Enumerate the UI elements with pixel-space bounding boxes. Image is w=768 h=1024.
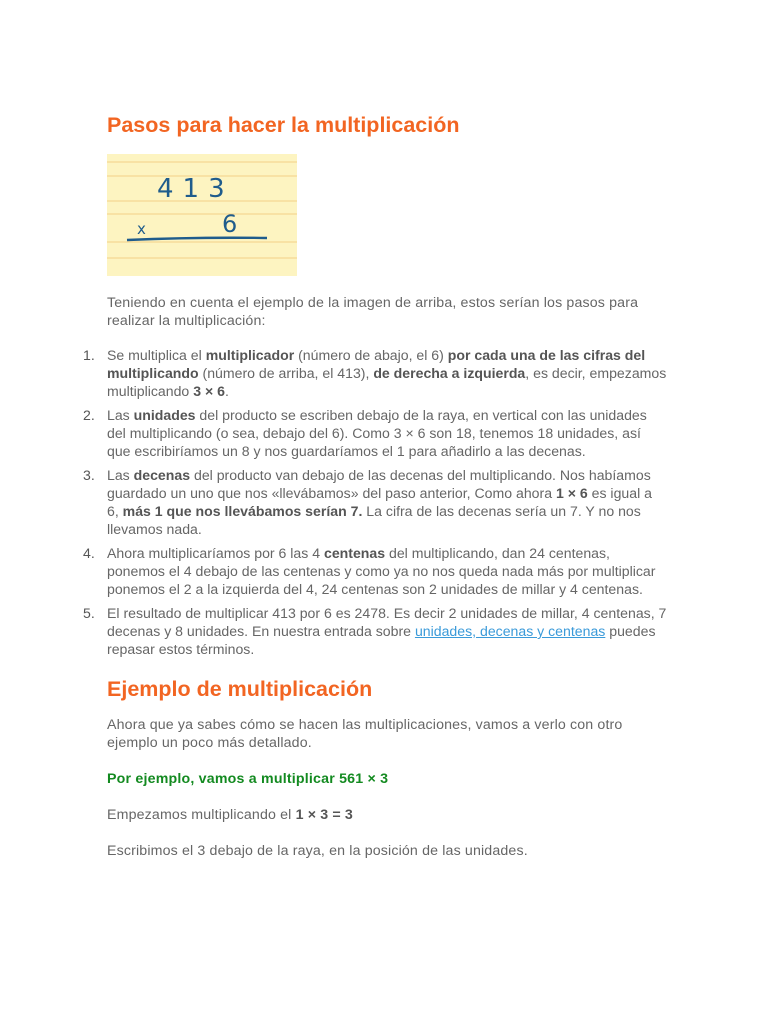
article-content xyxy=(83,110,667,860)
step-text: Ahora multiplicaríamos por 6 las 4 xyxy=(107,545,324,561)
step-text: , es decir, empezamos multiplicando xyxy=(107,365,667,399)
example-result-paragraph: Escribimos el 3 debajo de la raya, en la posición de las unidades. xyxy=(107,843,528,859)
example-highlight: Por ejemplo, vamos a multiplicar 561 × 3 xyxy=(107,771,389,787)
step-text: es igual a 6, xyxy=(107,485,652,519)
step-text: La cifra de las decenas sería un 7. Y no nos llevamos nada. xyxy=(107,503,641,537)
step-text: Se multiplica el xyxy=(107,347,206,363)
step-item xyxy=(83,346,667,400)
step-item xyxy=(83,604,667,658)
step-number: 4. xyxy=(83,545,95,561)
step-text: puedes repasar estos términos. xyxy=(107,623,656,657)
operator-text: x xyxy=(137,220,146,238)
step-item xyxy=(83,406,667,460)
step-bold-text: 1 × 6 xyxy=(555,485,588,501)
section-title-ejemplo: Ejemplo de multiplicación xyxy=(107,677,373,701)
step-bold-text: de derecha a izquierda xyxy=(373,365,526,381)
step-item xyxy=(83,466,667,538)
multiplier-text: 6 xyxy=(222,210,238,238)
example-step-paragraph xyxy=(107,806,667,824)
step-text: del producto se escriben debajo de la raya, en vertical con las unidades del multiplicando (o sea, debajo del 6). Como 3 × 6 son 18, tenemos 18 unidades, así que escribiríamos un 8 y nos guardaríamos el 1 para añadirlo a las decenas. xyxy=(107,407,647,459)
multiplicand-text: 413 xyxy=(157,174,234,204)
step-bold-text: por cada una de las cifras del multiplicando xyxy=(107,347,646,381)
example-intro-paragraph: Ahora que ya sabes cómo se hacen las multiplicaciones, vamos a verlo con otro ejemplo un poco más detallado. xyxy=(107,717,623,751)
step-text: Las xyxy=(107,407,134,423)
multiplication-image xyxy=(107,154,297,276)
step-bold-text: unidades xyxy=(133,407,196,423)
step-bold-text: multiplicador xyxy=(205,347,295,363)
step-text: El resultado de multiplicar 413 por 6 es 2478. Es decir 2 unidades de millar, 4 centenas, 7 decenas y 8 unidades. En nuestra entrada sobre xyxy=(107,605,667,639)
step-number: 3. xyxy=(83,467,95,483)
step-text: (número de abajo, el 6) xyxy=(294,347,448,363)
step-item xyxy=(83,544,667,598)
step-text: (número de arriba, el 413), xyxy=(198,365,374,381)
example-step-text: Empezamos multiplicando el xyxy=(107,807,296,823)
step-text: del multiplicando, dan 24 centenas, ponemos el 4 debajo de las centenas y como ya no nos queda nada más por multiplicar ponemos el 2 a la izquierda del 4, 24 centenas son 2 unidades de millar y 4 centenas. xyxy=(107,545,656,597)
step-bold-text: 3 × 6 xyxy=(193,383,225,399)
step-number: 1. xyxy=(83,347,95,363)
section-title-pasos: Pasos para hacer la multiplicación xyxy=(107,113,460,137)
unidades-decenas-centenas-link[interactable]: unidades, decenas y centenas xyxy=(414,623,606,639)
step-number: 5. xyxy=(83,605,95,621)
step-number: 2. xyxy=(83,407,95,423)
step-bold-text: decenas xyxy=(133,467,191,483)
steps-list xyxy=(83,346,667,658)
intro-paragraph: Teniendo en cuenta el ejemplo de la imagen de arriba, estos serían los pasos para realizar la multiplicación: xyxy=(107,295,639,329)
step-text: . xyxy=(224,383,229,399)
step-text: Las xyxy=(107,467,134,483)
step-bold-text: más 1 que nos llevábamos serían 7. xyxy=(122,503,363,519)
example-step-bold: 1 × 3 = 3 xyxy=(295,807,353,823)
step-text: del producto van debajo de las decenas del multiplicando. Nos habíamos guardado un uno que nos «llevábamos» del paso anterior, Como ahora xyxy=(107,467,651,501)
step-bold-text: centenas xyxy=(323,545,386,561)
